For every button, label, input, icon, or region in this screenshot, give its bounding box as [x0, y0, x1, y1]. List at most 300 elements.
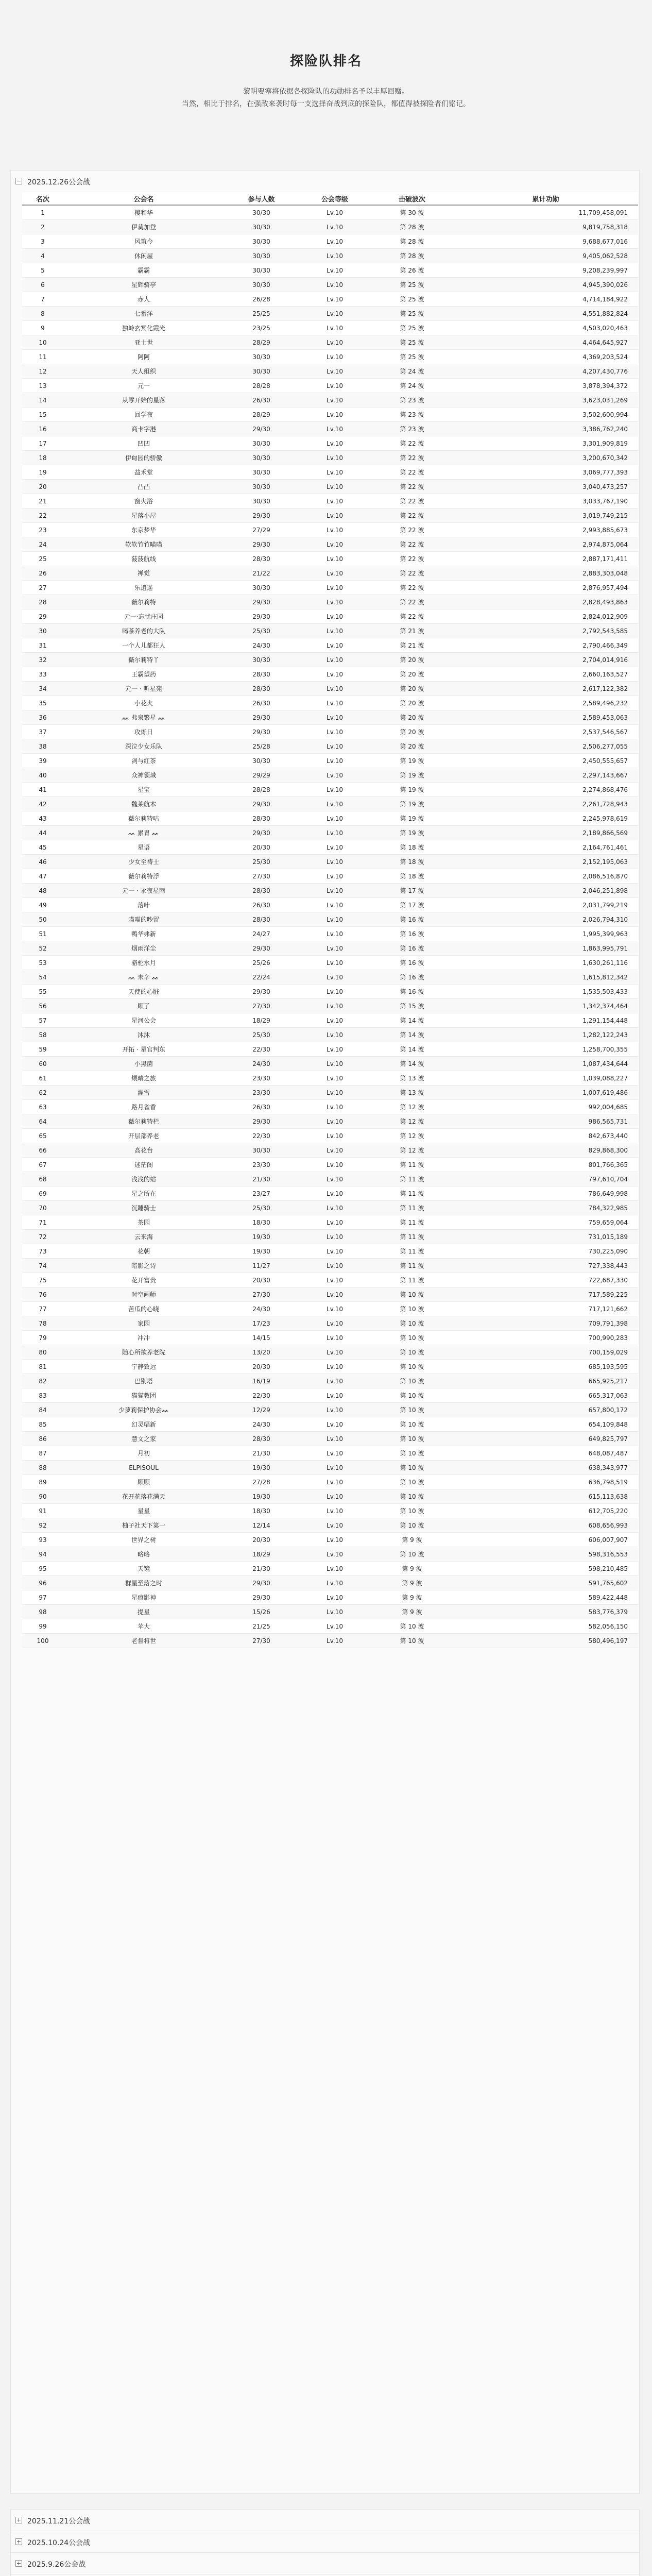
table-row: [22, 205, 638, 220]
cell-rank: 57: [22, 1013, 63, 1028]
cell-members: 28/30: [224, 912, 299, 927]
cell-guild-name: 元一·忘忧庄园: [63, 609, 224, 624]
cell-guild-level: Lv.10: [299, 523, 371, 537]
cell-rank: 6: [22, 278, 63, 292]
cell-members: 29/30: [224, 941, 299, 956]
cell-guild-name: 薇尔莉特咕: [63, 811, 224, 826]
cell-waves: 第 12 波: [371, 1100, 453, 1114]
cell-guild-name: 少女至祷士: [63, 855, 224, 869]
table-row: [22, 1360, 638, 1374]
panel-label: 2025.9.26公会战: [27, 2561, 86, 2569]
panel-header[interactable]: [11, 2531, 639, 2553]
cell-merit: 1,039,088,227: [453, 1071, 638, 1086]
cell-waves: 第 10 波: [371, 1619, 453, 1634]
cell-rank: 68: [22, 1172, 63, 1187]
table-row: [22, 436, 638, 451]
cell-members: 28/29: [224, 335, 299, 350]
table-row: [22, 292, 638, 307]
cell-guild-name: 沐沐: [63, 1028, 224, 1042]
cell-guild-name: 天镜: [63, 1562, 224, 1576]
cell-rank: 55: [22, 985, 63, 999]
cell-members: 23/25: [224, 321, 299, 335]
cell-guild-name: 花开富贵: [63, 1273, 224, 1287]
cell-merit: 636,798,519: [453, 1475, 638, 1489]
cell-waves: 第 10 波: [371, 1489, 453, 1504]
cell-waves: 第 23 波: [371, 422, 453, 436]
cell-guild-name: 天使的心脏: [63, 985, 224, 999]
table-row: [22, 1533, 638, 1547]
cell-guild-level: Lv.10: [299, 624, 371, 638]
table-row: [22, 263, 638, 278]
cell-waves: 第 21 波: [371, 624, 453, 638]
cell-merit: 2,537,546,567: [453, 725, 638, 739]
table-row: [22, 480, 638, 494]
cell-merit: 784,322,985: [453, 1201, 638, 1215]
table-row: [22, 1187, 638, 1201]
cell-waves: 第 10 波: [371, 1316, 453, 1331]
table-row: [22, 754, 638, 768]
cell-guild-name: 路月雀香: [63, 1100, 224, 1114]
cell-guild-level: Lv.10: [299, 494, 371, 509]
table-row: [22, 696, 638, 710]
table-row: [22, 364, 638, 379]
cell-merit: 2,506,277,055: [453, 739, 638, 754]
cell-merit: 583,776,379: [453, 1605, 638, 1619]
cell-guild-level: Lv.10: [299, 1302, 371, 1316]
cell-waves: 第 20 波: [371, 682, 453, 696]
cell-guild-name: 天人组织: [63, 364, 224, 379]
cell-waves: 第 22 波: [371, 494, 453, 509]
table-row: [22, 1013, 638, 1028]
cell-merit: 3,386,762,240: [453, 422, 638, 436]
cell-merit: 1,995,399,963: [453, 927, 638, 941]
cell-merit: 608,656,993: [453, 1518, 638, 1533]
cell-rank: 3: [22, 234, 63, 249]
cell-guild-level: Lv.10: [299, 1158, 371, 1172]
cell-rank: 87: [22, 1446, 63, 1461]
cell-guild-level: Lv.10: [299, 1360, 371, 1374]
cell-waves: 第 10 波: [371, 1331, 453, 1345]
cell-guild-level: Lv.10: [299, 205, 371, 220]
table-row: [22, 1259, 638, 1273]
cell-merit: 2,086,516,870: [453, 869, 638, 884]
cell-guild-level: Lv.10: [299, 1086, 371, 1100]
cell-guild-level: Lv.10: [299, 537, 371, 552]
cell-merit: 3,069,777,393: [453, 465, 638, 480]
cell-waves: 第 22 波: [371, 581, 453, 595]
cell-rank: 26: [22, 566, 63, 581]
cell-guild-level: Lv.10: [299, 1244, 371, 1259]
cell-members: 19/30: [224, 1230, 299, 1244]
cell-merit: 722,687,330: [453, 1273, 638, 1287]
cell-guild-name: 菠菠航线: [63, 552, 224, 566]
cell-waves: 第 16 波: [371, 985, 453, 999]
cell-merit: 580,496,197: [453, 1634, 638, 1648]
cell-merit: 3,019,749,215: [453, 509, 638, 523]
cell-guild-level: Lv.10: [299, 1417, 371, 1432]
cell-members: 30/30: [224, 480, 299, 494]
expand-icon[interactable]: [15, 2538, 22, 2545]
cell-merit: 1,258,700,355: [453, 1042, 638, 1057]
cell-waves: 第 10 波: [371, 1634, 453, 1648]
cell-merit: 589,422,448: [453, 1590, 638, 1605]
cell-guild-name: 一个人儿都狂人: [63, 638, 224, 653]
cell-guild-name: 落叶: [63, 898, 224, 912]
table-row: [22, 1071, 638, 1086]
cell-guild-level: Lv.10: [299, 364, 371, 379]
cell-rank: 93: [22, 1533, 63, 1547]
cell-merit: 1,863,995,791: [453, 941, 638, 956]
cell-merit: 2,245,978,619: [453, 811, 638, 826]
cell-merit: 829,868,300: [453, 1143, 638, 1158]
cell-members: 30/30: [224, 451, 299, 465]
cell-guild-level: Lv.10: [299, 725, 371, 739]
cell-members: 20/30: [224, 1273, 299, 1287]
cell-rank: 41: [22, 783, 63, 797]
cell-guild-name: 薇尔莉特栏: [63, 1114, 224, 1129]
panel-header[interactable]: [11, 2510, 639, 2531]
panel-header[interactable]: [11, 2553, 639, 2574]
cell-waves: 第 11 波: [371, 1172, 453, 1187]
expand-icon[interactable]: [15, 2560, 22, 2567]
table-row: [22, 379, 638, 393]
table-row: [22, 1403, 638, 1417]
cell-members: 26/28: [224, 292, 299, 307]
cell-members: 28/30: [224, 667, 299, 682]
cell-members: 12/14: [224, 1518, 299, 1533]
cell-guild-level: Lv.10: [299, 667, 371, 682]
cell-members: 24/27: [224, 927, 299, 941]
table-row: [22, 1504, 638, 1518]
cell-merit: 9,819,758,318: [453, 220, 638, 234]
cell-merit: 654,109,848: [453, 1417, 638, 1432]
cell-waves: 第 24 波: [371, 379, 453, 393]
table-row: [22, 1374, 638, 1388]
cell-waves: 第 16 波: [371, 927, 453, 941]
table-row: [22, 1590, 638, 1605]
cell-rank: 10: [22, 335, 63, 350]
cell-waves: 第 21 波: [371, 638, 453, 653]
cell-guild-level: Lv.10: [299, 263, 371, 278]
cell-members: 25/25: [224, 307, 299, 321]
cell-guild-level: Lv.10: [299, 898, 371, 912]
cell-guild-level: Lv.10: [299, 855, 371, 869]
table-row: [22, 552, 638, 566]
cell-merit: 1,087,434,644: [453, 1057, 638, 1071]
cell-waves: 第 22 波: [371, 436, 453, 451]
cell-members: 27/30: [224, 1634, 299, 1648]
cell-waves: 第 28 波: [371, 234, 453, 249]
cell-members: 29/30: [224, 537, 299, 552]
panel-2025-10-24[interactable]: [10, 2531, 640, 2553]
cell-members: 28/30: [224, 811, 299, 826]
cell-guild-name: 巴别塔: [63, 1374, 224, 1388]
cell-merit: 3,200,670,342: [453, 451, 638, 465]
cell-members: 30/30: [224, 234, 299, 249]
cell-guild-level: Lv.10: [299, 1388, 371, 1403]
cell-members: 29/30: [224, 725, 299, 739]
cell-guild-name: 商卡字港: [63, 422, 224, 436]
cell-rank: 69: [22, 1187, 63, 1201]
cell-waves: 第 28 波: [371, 249, 453, 263]
cell-merit: 4,207,430,776: [453, 364, 638, 379]
cell-guild-name: 深泣少女乐队: [63, 739, 224, 754]
cell-members: 30/30: [224, 653, 299, 667]
panel-2025-11-21[interactable]: [10, 2509, 640, 2532]
cell-merit: 2,792,543,585: [453, 624, 638, 638]
cell-guild-name: 阿阿: [63, 350, 224, 364]
cell-members: 22/24: [224, 970, 299, 985]
cell-guild-name: 柚子社天下第一: [63, 1518, 224, 1533]
header-rank: 名次: [22, 192, 63, 205]
cell-guild-name: 窗火浴: [63, 494, 224, 509]
table-row: [22, 1086, 638, 1100]
table-row: [22, 811, 638, 826]
cell-guild-level: Lv.10: [299, 941, 371, 956]
cell-members: 25/26: [224, 956, 299, 970]
cell-guild-name: 凹凹: [63, 436, 224, 451]
cell-waves: 第 25 波: [371, 292, 453, 307]
cell-waves: 第 10 波: [371, 1475, 453, 1489]
cell-rank: 84: [22, 1403, 63, 1417]
table-row: [22, 350, 638, 364]
cell-waves: 第 9 波: [371, 1605, 453, 1619]
cell-members: 18/30: [224, 1215, 299, 1230]
cell-members: 27/30: [224, 999, 299, 1013]
cell-guild-name: 幻灵幅新: [63, 1417, 224, 1432]
cell-guild-name: ᨐ 弗泉繁星 ᨐ: [63, 710, 224, 725]
table-row: [22, 898, 638, 912]
cell-guild-level: Lv.10: [299, 307, 371, 321]
cell-guild-level: Lv.10: [299, 350, 371, 364]
cell-merit: 731,015,189: [453, 1230, 638, 1244]
cell-waves: 第 11 波: [371, 1259, 453, 1273]
cell-merit: 638,343,977: [453, 1461, 638, 1475]
cell-rank: 79: [22, 1331, 63, 1345]
cell-guild-name: 烟雨洋尘: [63, 941, 224, 956]
cell-guild-name: 浅浅的站: [63, 1172, 224, 1187]
table-row: [22, 985, 638, 999]
header-merit: 累计功勋: [453, 192, 638, 205]
expand-icon[interactable]: [15, 2517, 22, 2523]
cell-members: 28/30: [224, 884, 299, 898]
cell-waves: 第 9 波: [371, 1533, 453, 1547]
cell-rank: 78: [22, 1316, 63, 1331]
cell-guild-level: Lv.10: [299, 1590, 371, 1605]
cell-members: 29/30: [224, 1576, 299, 1590]
cell-guild-name: 月初: [63, 1446, 224, 1461]
panel-2025-12-26: [10, 170, 640, 2494]
cell-merit: 842,673,440: [453, 1129, 638, 1143]
table-row: [22, 307, 638, 321]
cell-rank: 16: [22, 422, 63, 436]
cell-guild-name: 亚士世: [63, 335, 224, 350]
table-row: [22, 682, 638, 696]
cell-guild-name: 凸凸: [63, 480, 224, 494]
header-waves: 击破波次: [371, 192, 453, 205]
cell-guild-level: Lv.10: [299, 1259, 371, 1273]
cell-guild-name: 软软竹竹喵喵: [63, 537, 224, 552]
cell-merit: 2,274,868,476: [453, 783, 638, 797]
cell-members: 19/30: [224, 1489, 299, 1504]
cell-merit: 4,945,390,026: [453, 278, 638, 292]
cell-waves: 第 20 波: [371, 725, 453, 739]
cell-waves: 第 22 波: [371, 465, 453, 480]
cell-guild-level: Lv.10: [299, 739, 371, 754]
cell-guild-name: 老督将世: [63, 1634, 224, 1648]
cell-rank: 60: [22, 1057, 63, 1071]
table-row: [22, 321, 638, 335]
intro-line: 当然，相比于排名，在强敌来袭时每一支选择奋战到底的探险队，都值得被探险者们铭记。: [182, 100, 470, 108]
cell-guild-name: 薇尔莉特浮: [63, 869, 224, 884]
cell-merit: 2,189,866,569: [453, 826, 638, 840]
cell-guild-level: Lv.10: [299, 956, 371, 970]
panel-2025-08-22[interactable]: [10, 2574, 640, 2576]
table-row: [22, 595, 638, 609]
table-row: [22, 1417, 638, 1432]
cell-rank: 32: [22, 653, 63, 667]
cell-members: 25/30: [224, 1201, 299, 1215]
table-row: [22, 451, 638, 465]
cell-rank: 89: [22, 1475, 63, 1489]
cell-guild-name: 喝茶养老的大队: [63, 624, 224, 638]
cell-guild-level: Lv.10: [299, 638, 371, 653]
cell-guild-name: 元一 · 听星苑: [63, 682, 224, 696]
table-row: [22, 566, 638, 581]
cell-merit: 4,551,882,824: [453, 307, 638, 321]
cell-members: 30/30: [224, 754, 299, 768]
cell-merit: 2,660,163,527: [453, 667, 638, 682]
cell-waves: 第 22 波: [371, 609, 453, 624]
cell-members: 12/29: [224, 1403, 299, 1417]
cell-rank: 40: [22, 768, 63, 783]
cell-members: 29/30: [224, 422, 299, 436]
cell-rank: 7: [22, 292, 63, 307]
cell-rank: 20: [22, 480, 63, 494]
cell-members: 23/27: [224, 1187, 299, 1201]
cell-guild-level: Lv.10: [299, 1562, 371, 1576]
cell-guild-level: Lv.10: [299, 1201, 371, 1215]
cell-guild-level: Lv.10: [299, 422, 371, 436]
cell-merit: 717,121,662: [453, 1302, 638, 1316]
cell-rank: 77: [22, 1302, 63, 1316]
panel-2025-09-26[interactable]: [10, 2552, 640, 2575]
cell-rank: 30: [22, 624, 63, 638]
cell-members: 20/30: [224, 840, 299, 855]
cell-waves: 第 25 波: [371, 307, 453, 321]
cell-members: 11/27: [224, 1259, 299, 1273]
cell-merit: 2,589,453,063: [453, 710, 638, 725]
cell-rank: 45: [22, 840, 63, 855]
cell-rank: 28: [22, 595, 63, 609]
cell-waves: 第 22 波: [371, 451, 453, 465]
cell-guild-name: 时空画师: [63, 1287, 224, 1302]
cell-rank: 39: [22, 754, 63, 768]
cell-members: 20/30: [224, 1533, 299, 1547]
cell-waves: 第 10 波: [371, 1388, 453, 1403]
cell-waves: 第 25 波: [371, 278, 453, 292]
cell-rank: 15: [22, 408, 63, 422]
table-row: [22, 1331, 638, 1345]
cell-merit: 3,033,767,190: [453, 494, 638, 509]
table-row: [22, 509, 638, 523]
cell-guild-name: 苦瓜的心晓: [63, 1302, 224, 1316]
cell-waves: 第 19 波: [371, 754, 453, 768]
table-row: [22, 1287, 638, 1302]
cell-members: 28/28: [224, 783, 299, 797]
table-row: [22, 335, 638, 350]
cell-members: 21/30: [224, 1562, 299, 1576]
cell-rank: 94: [22, 1547, 63, 1562]
cell-rank: 81: [22, 1360, 63, 1374]
panel-label: 2025.12.26公会战: [27, 178, 91, 187]
table-row: [22, 884, 638, 898]
cell-rank: 4: [22, 249, 63, 263]
cell-guild-name: 薇尔莉特: [63, 595, 224, 609]
cell-guild-name: 剑与红茶: [63, 754, 224, 768]
cell-guild-name: 星落小屋: [63, 509, 224, 523]
collapse-icon[interactable]: [15, 178, 22, 184]
cell-merit: 2,790,466,349: [453, 638, 638, 653]
cell-merit: 1,007,619,486: [453, 1086, 638, 1100]
table-row: [22, 1042, 638, 1057]
cell-merit: 648,087,487: [453, 1446, 638, 1461]
panel-label: 2025.11.21公会战: [27, 2517, 91, 2526]
table-row: [22, 1388, 638, 1403]
table-row: [22, 1461, 638, 1475]
cell-members: 30/30: [224, 205, 299, 220]
cell-waves: 第 13 波: [371, 1086, 453, 1100]
cell-members: 25/30: [224, 1028, 299, 1042]
cell-guild-name: 星语: [63, 840, 224, 855]
cell-guild-name: 益禾堂: [63, 465, 224, 480]
cell-rank: 29: [22, 609, 63, 624]
cell-rank: 88: [22, 1461, 63, 1475]
cell-guild-level: Lv.10: [299, 1129, 371, 1143]
cell-guild-name: 星痕影神: [63, 1590, 224, 1605]
cell-waves: 第 20 波: [371, 710, 453, 725]
cell-merit: 2,261,728,943: [453, 797, 638, 811]
cell-merit: 606,007,907: [453, 1533, 638, 1547]
cell-rank: 38: [22, 739, 63, 754]
table-row: [22, 1302, 638, 1316]
cell-waves: 第 20 波: [371, 696, 453, 710]
cell-guild-name: 东京梦华: [63, 523, 224, 537]
table-row: [22, 970, 638, 985]
table-row: [22, 1230, 638, 1244]
cell-guild-name: 樱和华: [63, 205, 224, 220]
header-guild-name: 公会名: [63, 192, 224, 205]
cell-guild-level: Lv.10: [299, 999, 371, 1013]
cell-guild-name: 王霸望药: [63, 667, 224, 682]
cell-members: 30/30: [224, 278, 299, 292]
panel-header[interactable]: [11, 171, 639, 192]
cell-guild-level: Lv.10: [299, 1028, 371, 1042]
cell-guild-name: 群星至落之时: [63, 1576, 224, 1590]
cell-members: 30/30: [224, 220, 299, 234]
cell-merit: 4,503,020,463: [453, 321, 638, 335]
cell-guild-level: Lv.10: [299, 1518, 371, 1533]
ranking-table-wrap: [22, 192, 639, 1648]
cell-members: 30/30: [224, 263, 299, 278]
cell-guild-level: Lv.10: [299, 811, 371, 826]
cell-guild-name: 暗影之诗: [63, 1259, 224, 1273]
cell-waves: 第 22 波: [371, 523, 453, 537]
cell-waves: 第 10 波: [371, 1432, 453, 1446]
cell-members: 24/30: [224, 638, 299, 653]
cell-guild-name: 七番洋: [63, 307, 224, 321]
cell-rank: 91: [22, 1504, 63, 1518]
